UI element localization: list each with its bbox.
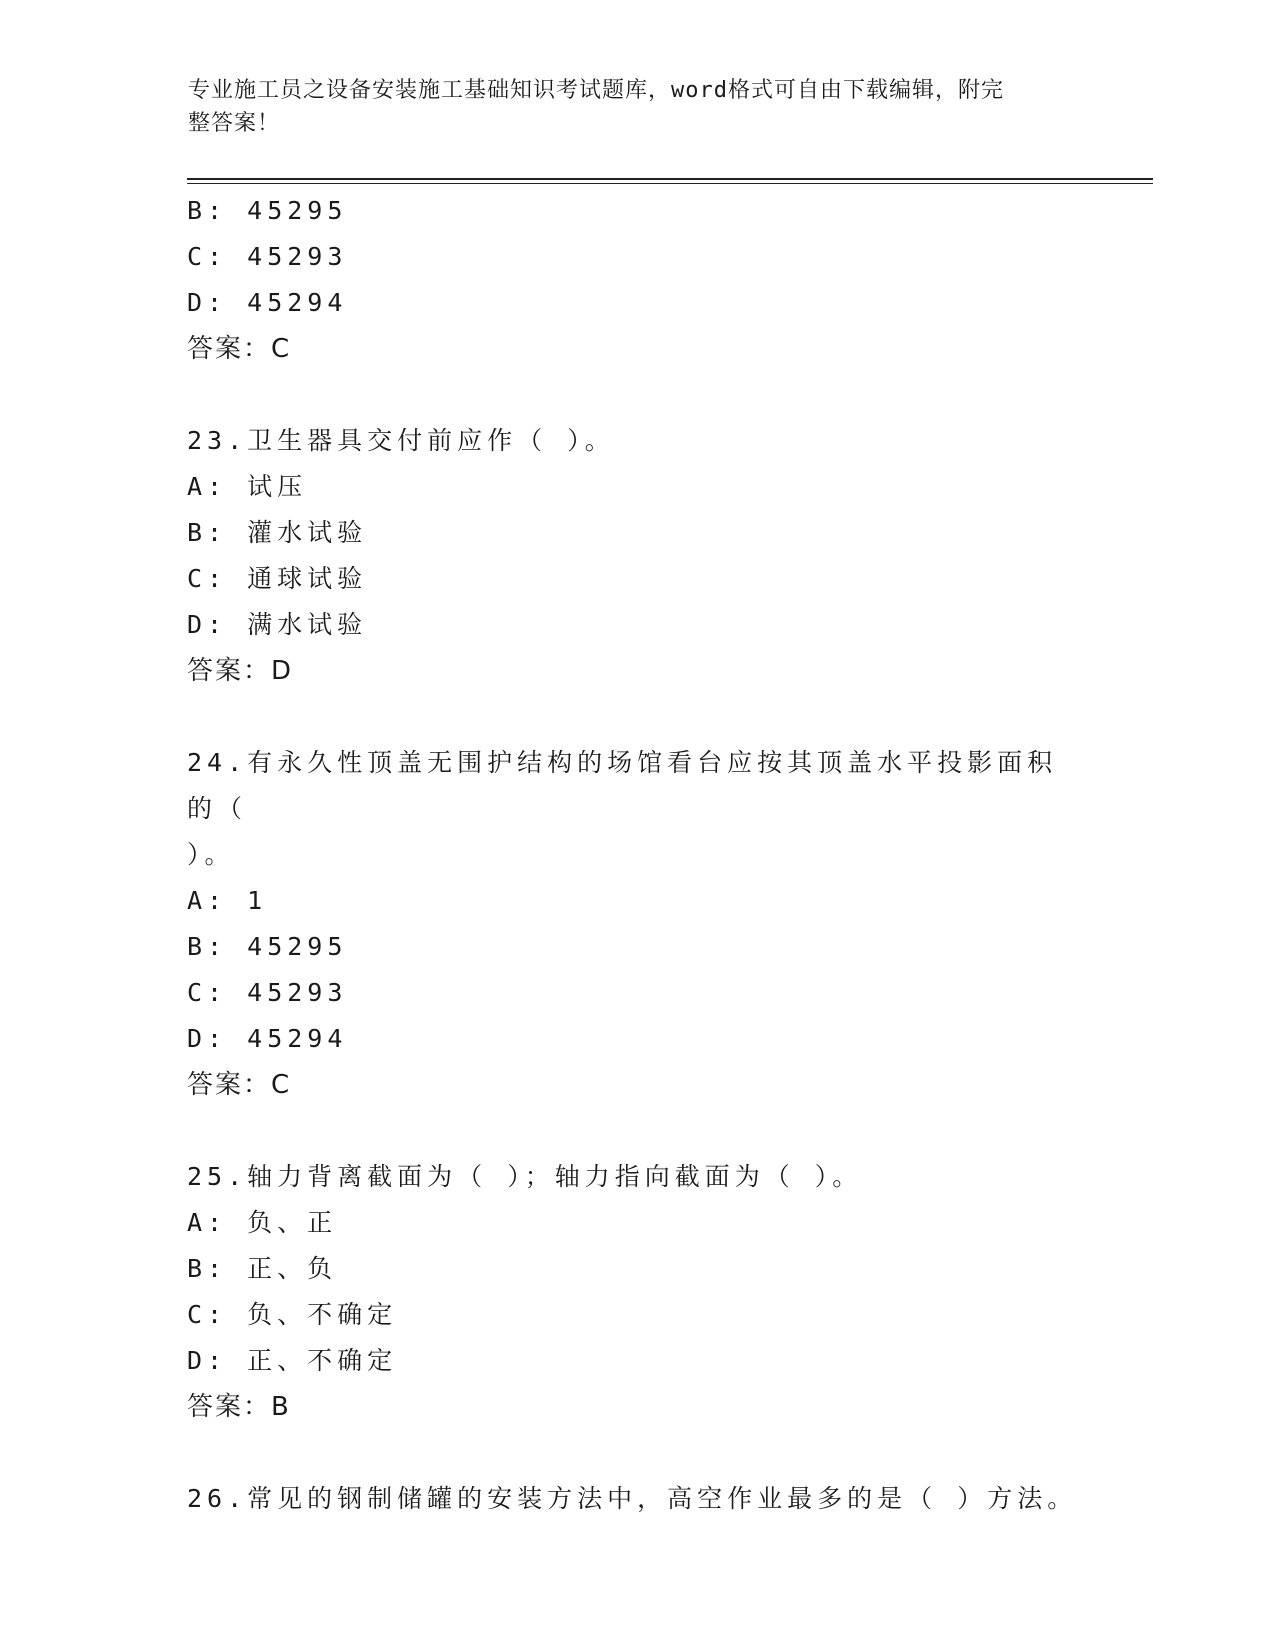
option-c: C: 通球试验	[187, 564, 368, 593]
option-c: C: 45293	[187, 978, 348, 1007]
question-22-continued	[187, 188, 1087, 372]
option-b: B: 正、负	[187, 1254, 338, 1283]
question-title: 26.常见的钢制储罐的安装方法中，高空作业最多的是（ ）方法。	[187, 1484, 1078, 1513]
header-divider	[187, 178, 1153, 180]
answer: 答案：C	[187, 1070, 292, 1100]
spacer	[187, 1108, 1087, 1154]
spacer	[187, 372, 1087, 418]
option-c: C: 负、不确定	[187, 1300, 398, 1329]
option-a: A: 1	[187, 886, 268, 915]
question-25	[187, 1154, 1087, 1430]
spacer	[187, 1430, 1087, 1476]
answer: 答案：D	[187, 656, 294, 686]
answer: 答案：B	[187, 1392, 291, 1422]
question-title: 23.卫生器具交付前应作（ ）。	[187, 426, 615, 455]
answer: 答案：C	[187, 334, 292, 364]
question-24	[187, 740, 1087, 1108]
header-divider-thin	[187, 183, 1153, 184]
option-b: B: 灌水试验	[187, 518, 368, 547]
spacer	[187, 694, 1087, 740]
header-line-2: 整答案！	[188, 111, 281, 136]
question-title-continued: ）。	[187, 840, 235, 869]
option-d: D: 45294	[187, 288, 348, 317]
question-title: 25.轴力背离截面为（ ）；轴力指向截面为（ ）。	[187, 1162, 863, 1191]
question-26	[187, 1476, 1087, 1522]
header-line-1: 专业施工员之设备安装施工基础知识考试题库，word格式可自由下载编辑，附完	[188, 78, 1004, 103]
question-content	[187, 188, 1087, 1522]
option-a: A: 负、正	[187, 1208, 338, 1237]
option-b: B: 45295	[187, 196, 348, 225]
option-d: D: 正、不确定	[187, 1346, 398, 1375]
option-c: C: 45293	[187, 242, 348, 271]
option-b: B: 45295	[187, 932, 348, 961]
option-d: D: 45294	[187, 1024, 348, 1053]
option-a: A: 试压	[187, 472, 308, 501]
question-23	[187, 418, 1087, 694]
page-header	[188, 74, 1088, 140]
question-title: 24.有永久性顶盖无围护结构的场馆看台应按其顶盖水平投影面积的（	[187, 748, 1058, 823]
option-d: D: 满水试验	[187, 610, 368, 639]
